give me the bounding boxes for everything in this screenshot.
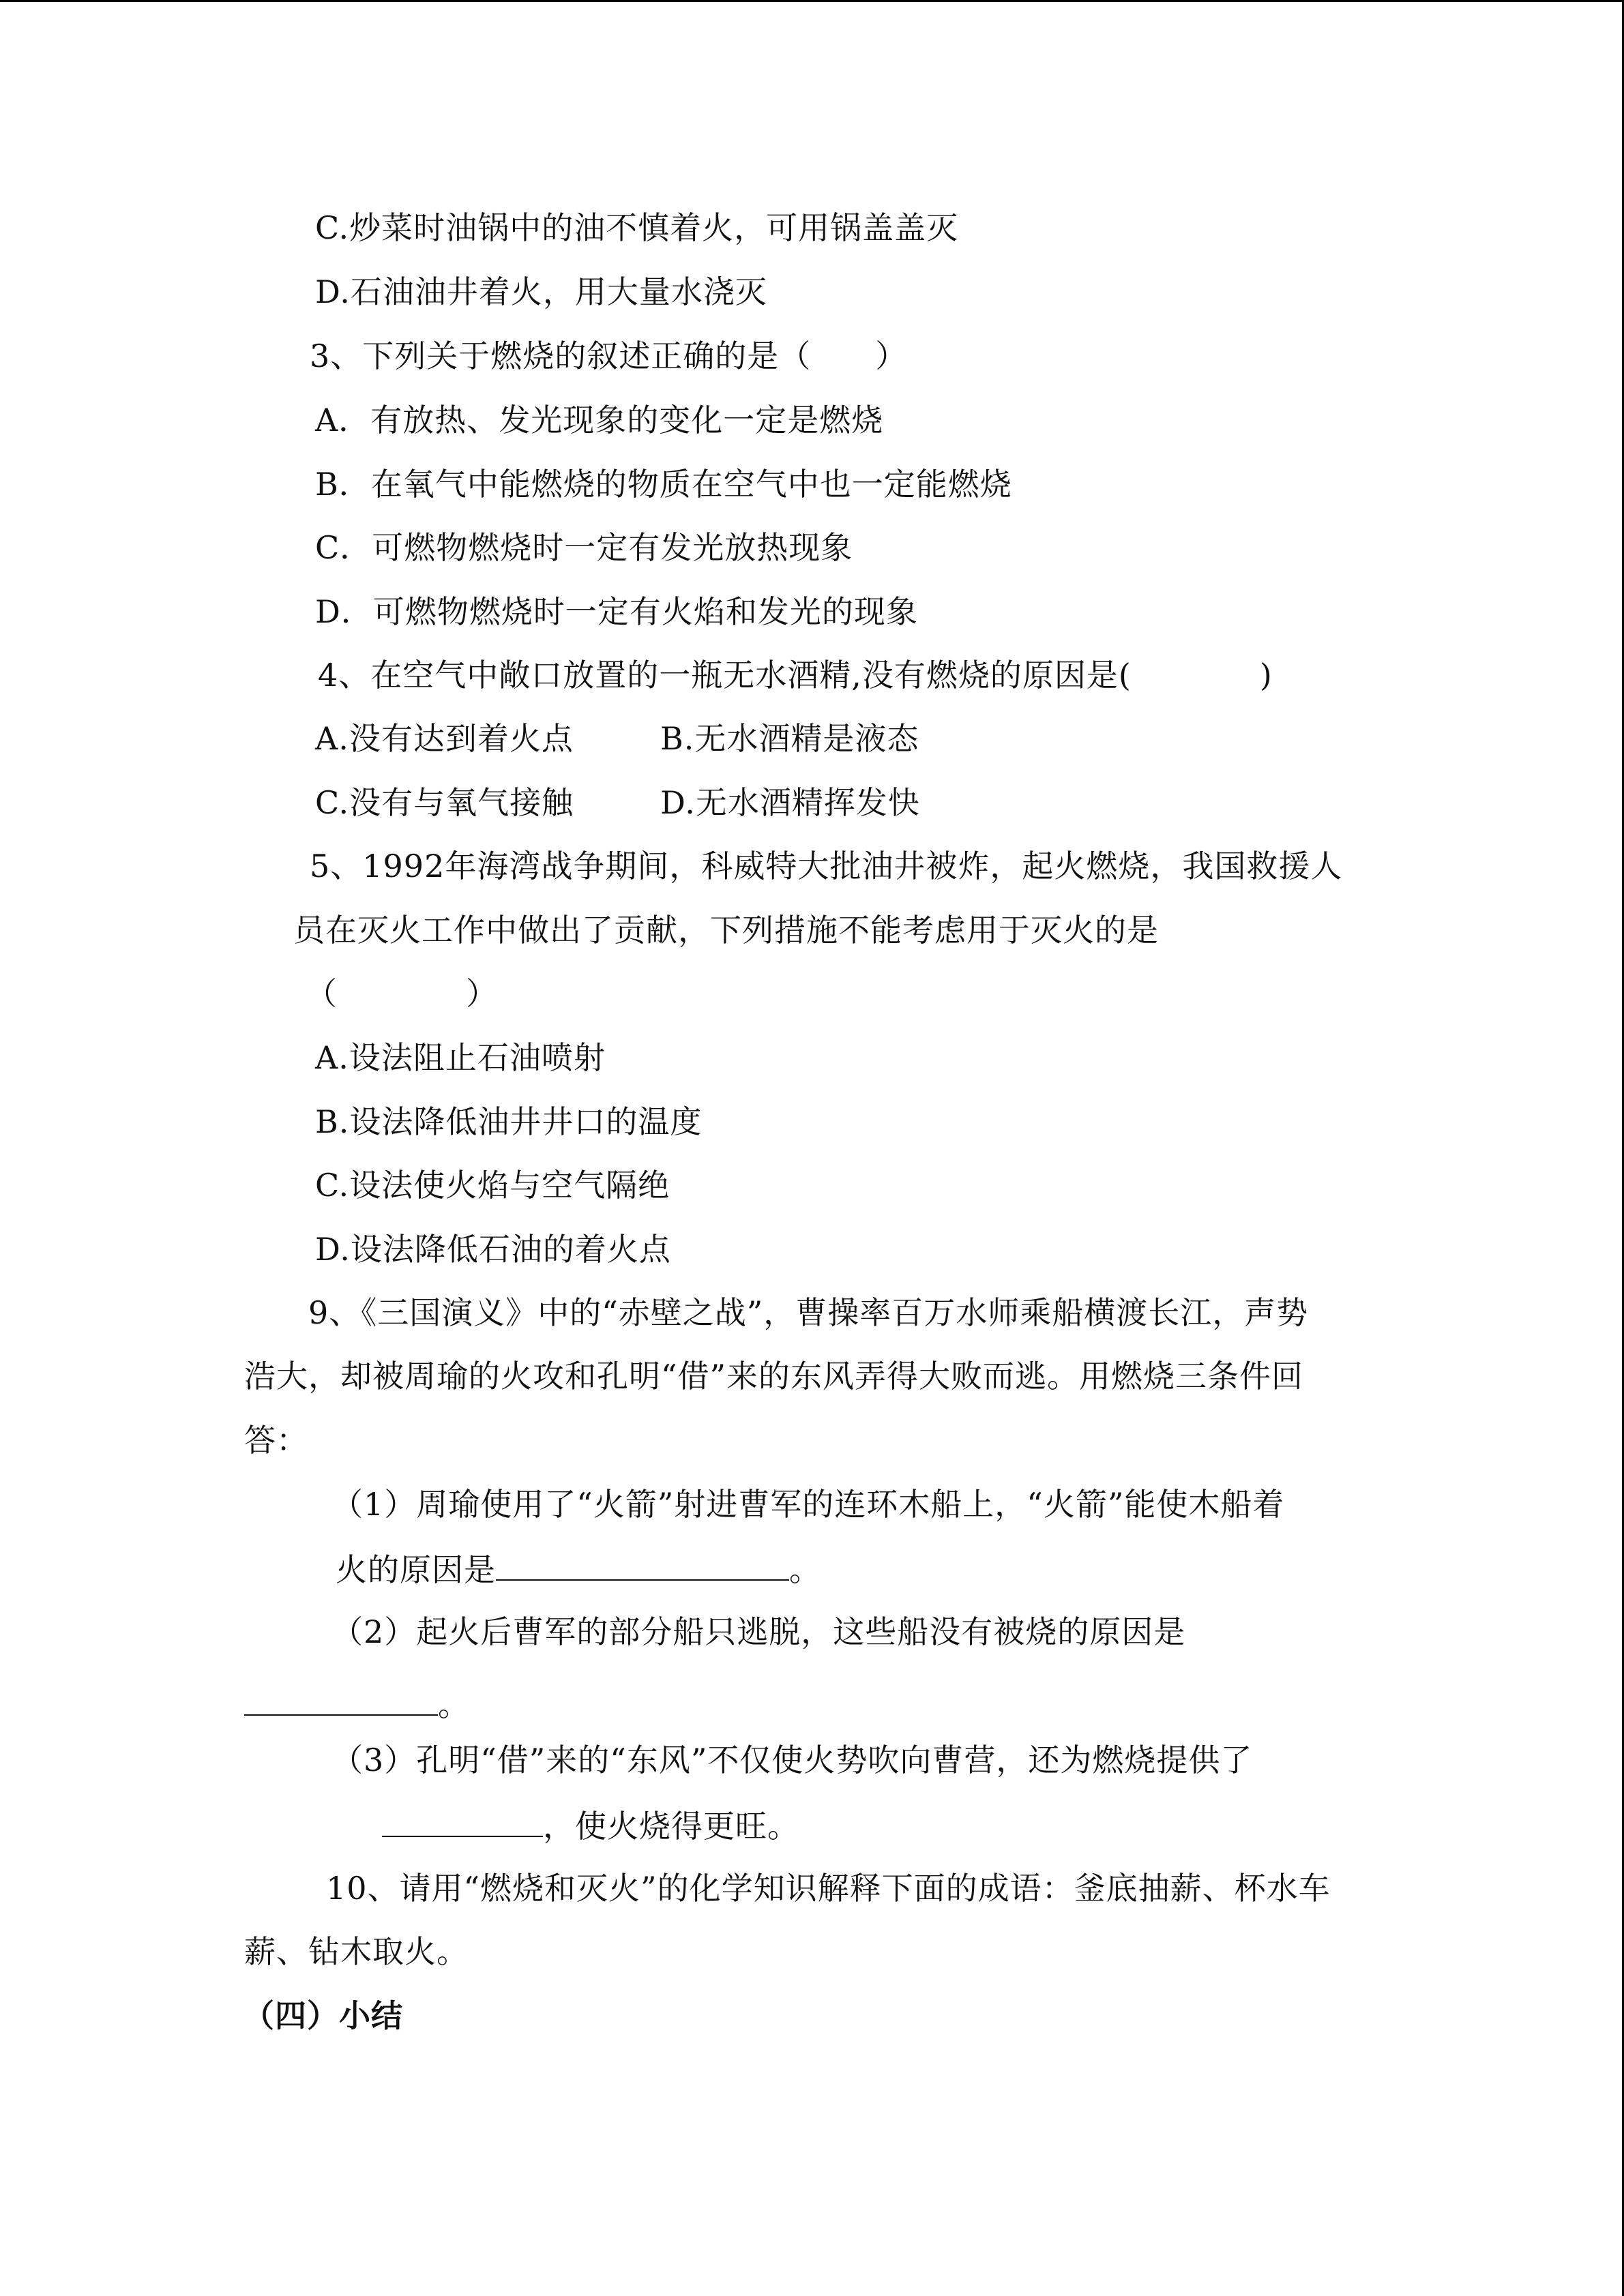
q2-option-d: D.石油油井着火，用大量水浇灭: [315, 273, 767, 310]
q3-option-c: C．可燃物燃烧时一定有发光放热现象: [315, 529, 853, 566]
q3-option-d: D．可燃物燃烧时一定有火焰和发光的现象: [315, 593, 918, 630]
q9-stem-line2: 浩大，却被周瑜的火攻和孔明“借”来的东风弄得大败而逃。用燃烧三条件回: [244, 1358, 1304, 1395]
q4-option-a: A.没有达到着火点: [315, 720, 574, 757]
summary-heading: （四）小结: [243, 1997, 403, 2034]
q3-stem: 3、下列关于燃烧的叙述正确的是（ ）: [310, 338, 908, 374]
q9-sub1-suffix: 。: [789, 1551, 821, 1588]
q5-option-a: A.设法阻止石油喷射: [315, 1039, 606, 1076]
q4-stem: 4、在空气中敞口放置的一瓶无水酒精,没有燃烧的原因是( ): [318, 657, 1273, 694]
q9-sub2-line1: （2）起火后曹军的部分船只逃脱，这些船没有被烧的原因是: [331, 1613, 1186, 1650]
q4-option-b: B.无水酒精是液态: [660, 720, 919, 757]
q9-sub3-answer-blank[interactable]: [382, 1806, 543, 1837]
q2-option-c: C.炒菜时油锅中的油不慎着火，可用锅盖盖灭: [315, 209, 959, 246]
q5-option-b: B.设法降低油井井口的温度: [315, 1103, 703, 1140]
q10-stem-line1: 10、请用“燃烧和灭火”的化学知识解释下面的成语：釜底抽薪、杯水车: [326, 1870, 1331, 1907]
q9-sub1-line1: （1）周瑜使用了“火箭”射进曹军的连环木船上，“火箭”能使木船着: [331, 1486, 1285, 1523]
q4-option-d: D.无水酒精挥发快: [660, 784, 920, 821]
q9-stem-line3: 答：: [244, 1422, 308, 1459]
page-border-top: [0, 0, 1624, 2]
q9-stem-line1: 9、《三国演义》中的“赤壁之战”，曹操率百万水师乘船横渡长江，声势: [308, 1294, 1309, 1331]
q9-sub3-suffix: ，使火烧得更旺。: [543, 1808, 799, 1845]
q3-option-a: A．有放热、发光现象的变化一定是燃烧: [315, 402, 884, 438]
q9-sub2-answer-blank[interactable]: [244, 1684, 438, 1716]
q3-option-b: B．在氧气中能燃烧的物质在空气中也一定能燃烧: [315, 466, 1012, 503]
q9-sub1-prefix: 火的原因是: [336, 1551, 496, 1588]
q4-option-c: C.没有与氧气接触: [315, 784, 574, 821]
q9-sub2-line2: [244, 1684, 470, 1724]
q9-sub2-suffix: 。: [438, 1686, 470, 1723]
q5-stem-line1: 5、1992年海湾战争期间，科威特大批油井被炸，起火燃烧，我国救援人: [310, 848, 1343, 884]
q5-option-c: C.设法使火焰与空气隔绝: [315, 1167, 670, 1204]
q5-stem-line2: 员在灭火工作中做出了贡献，下列措施不能考虑用于灭火的是: [293, 912, 1159, 949]
q9-sub3-line1: （3）孔明“借”来的“东风”不仅使火势吹向曹营，还为燃烧提供了: [331, 1742, 1253, 1778]
q5-stem-line3: （ ）: [306, 975, 498, 1012]
q10-stem-line2: 薪、钻木取火。: [244, 1933, 469, 1970]
q9-sub1-line2: [336, 1549, 821, 1589]
q5-option-d: D.设法降低石油的着火点: [315, 1231, 671, 1268]
q9-sub1-answer-blank[interactable]: [496, 1549, 789, 1581]
q9-sub3-line2: [382, 1806, 799, 1845]
